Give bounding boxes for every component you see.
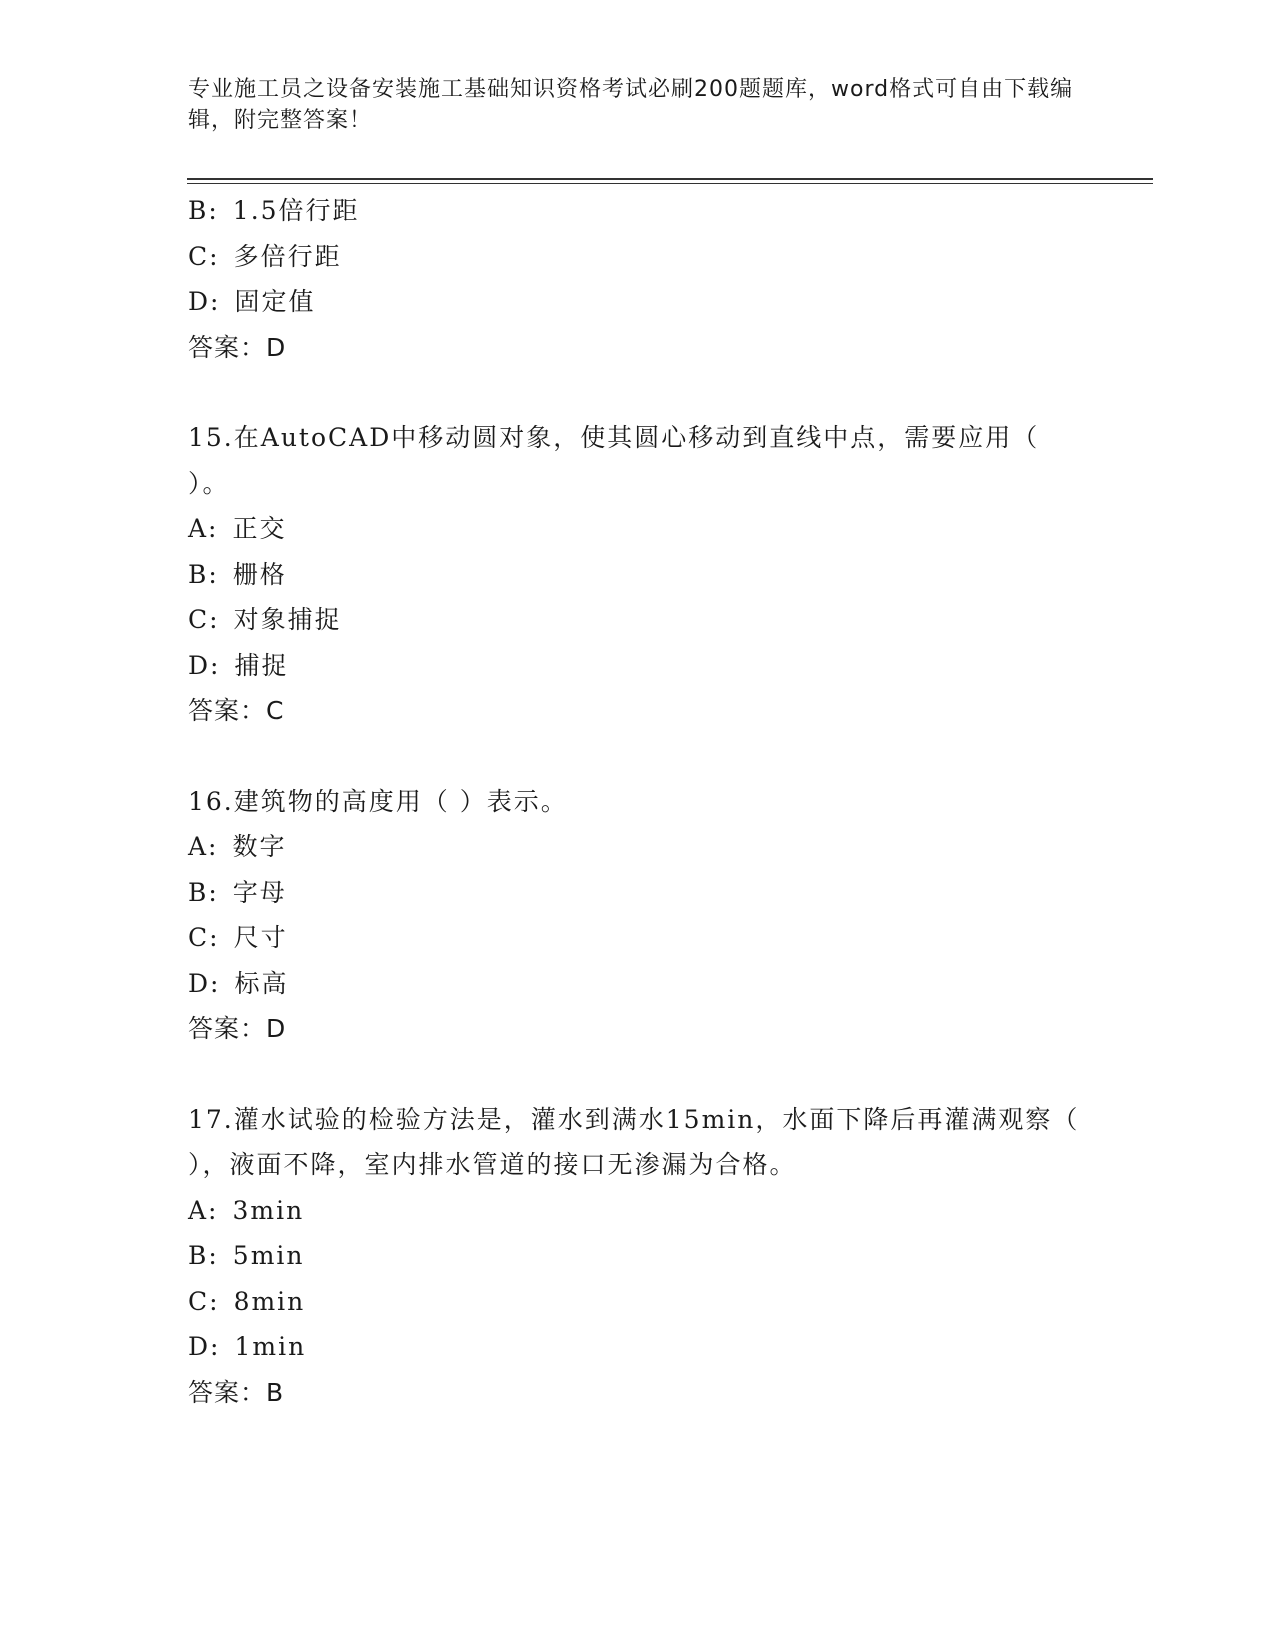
option-a: A: 正交: [188, 514, 287, 543]
question-block-partial: [188, 188, 1088, 370]
option-a: A: 数字: [188, 832, 287, 861]
header-divider-thin: [187, 183, 1153, 184]
option-b: B: 字母: [188, 877, 287, 907]
option-c: C: 8min: [188, 1286, 306, 1316]
document-header: 专业施工员之设备安装施工基础知识资格考试必刷200题题库，word格式可自由下载编辑，附完整答案！: [188, 77, 1074, 133]
question-stem: 16.建筑物的高度用（ ）表示。: [188, 786, 568, 816]
question-stem: 15.在AutoCAD中移动圆对象，使其圆心移动到直线中点，需要应用（ ）。: [188, 423, 1040, 498]
option-c: C: 对象捕捉: [188, 605, 342, 634]
option-c: C: 尺寸: [188, 923, 288, 952]
answer-line: 答案：D: [188, 332, 287, 362]
question-list: [188, 188, 1088, 1415]
question-block-16: [188, 779, 1088, 1052]
option-a: A: 3min: [188, 1195, 305, 1225]
answer-line: 答案：D: [188, 1014, 287, 1043]
answer-line: 答案：B: [188, 1377, 285, 1407]
option-b: B: 栅格: [188, 559, 287, 589]
option-b: B: 1.5倍行距: [188, 196, 360, 225]
option-b: B: 5min: [188, 1241, 305, 1270]
option-d: D: 捕捉: [188, 650, 289, 680]
option-d: D: 1min: [188, 1332, 307, 1361]
option-c: C: 多倍行距: [188, 241, 342, 271]
option-d: D: 标高: [188, 968, 289, 998]
header-divider-thick: [187, 178, 1153, 180]
answer-line: 答案：C: [188, 696, 285, 725]
question-block-17: [188, 1097, 1088, 1416]
question-stem: 17.灌水试验的检验方法是，灌水到满水15min，水面下降后再灌满观察（ ），液面不降，室内排水管道的接口无渗漏为合格。: [188, 1104, 1080, 1179]
question-block-15: [188, 415, 1088, 734]
option-d: D: 固定值: [188, 287, 316, 316]
